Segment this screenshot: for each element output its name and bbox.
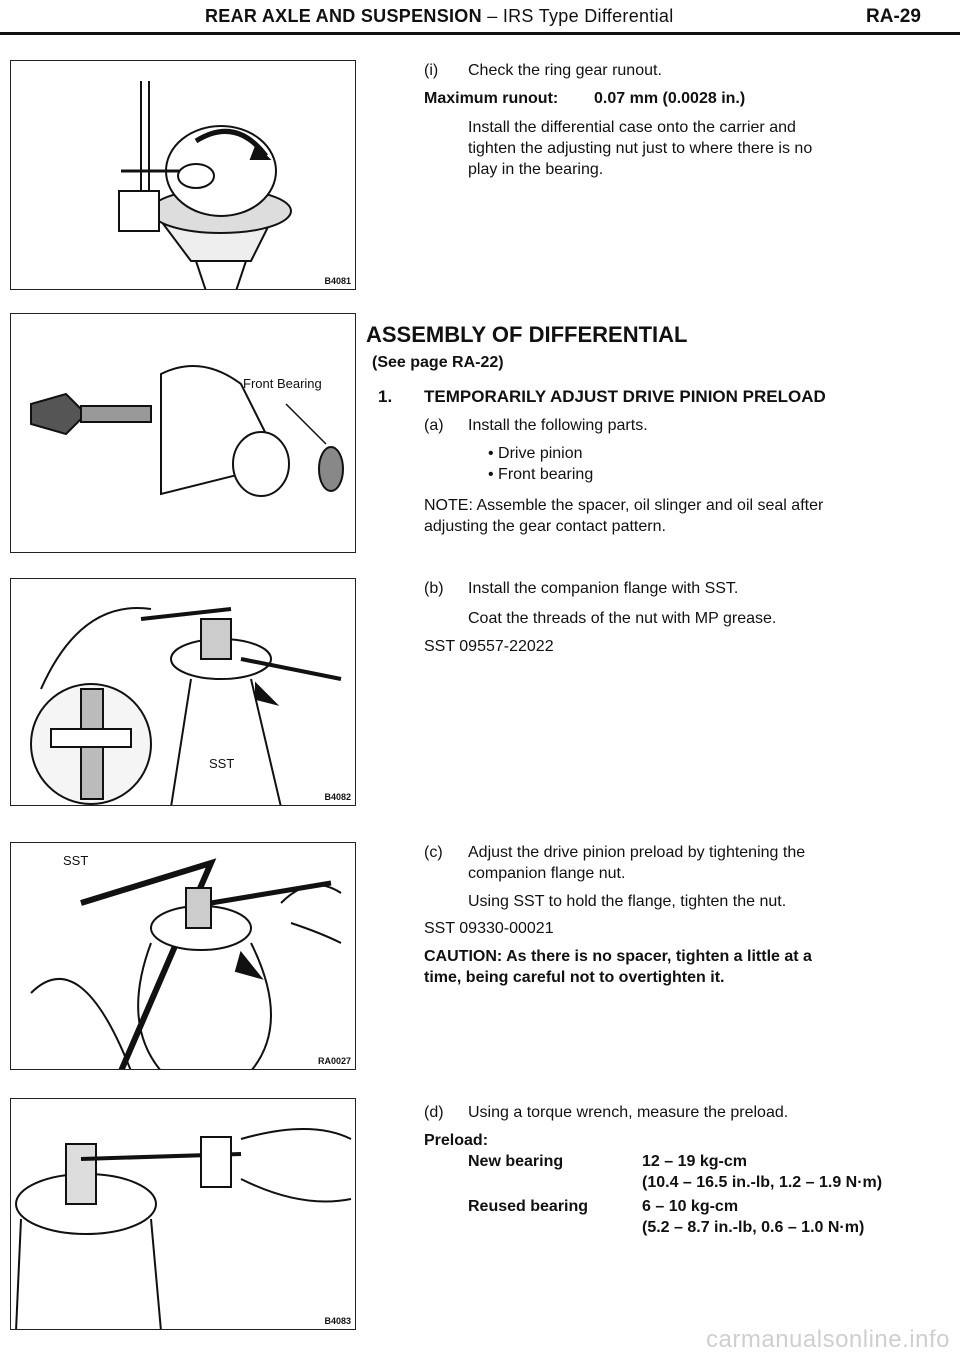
step-c-text-1: Adjust the drive pinion preload by tightening the [468, 844, 806, 861]
step-d-text: Using a torque wrench, measure the preload. [468, 1104, 789, 1121]
step-d-marker: (d) [424, 1104, 444, 1121]
new-bearing-value: 12 – 19 kg-cm [642, 1153, 747, 1170]
step-i-body-2: tighten the adjusting nut just to where there is no [468, 140, 813, 157]
step-c-body: Using SST to hold the flange, tighten the nut. [468, 893, 787, 910]
figure-torque-wrench [10, 1098, 356, 1330]
max-runout-label: Maximum runout: [424, 90, 559, 107]
preload-adjust-illustration [11, 843, 356, 1070]
reused-bearing-label: Reused bearing [468, 1198, 589, 1215]
step-i-marker: (i) [424, 62, 439, 79]
new-bearing-value-alt: (10.4 – 16.5 in.-lb, 1.2 – 1.9 N·m) [642, 1174, 883, 1191]
step-a-marker: (a) [424, 417, 444, 434]
step-c-text-2: companion flange nut. [468, 865, 626, 882]
bullet-drive-pinion: • Drive pinion [488, 445, 583, 462]
note-line-1: NOTE: Assemble the spacer, oil slinger and oil seal after [424, 497, 824, 514]
front-bearing-label: Front Bearing [243, 376, 322, 391]
bullet-text: Front bearing [498, 466, 594, 483]
step-c-sst: SST 09330-00021 [424, 920, 554, 937]
flange-sst-illustration [11, 579, 356, 806]
page-number: RA-29 [866, 6, 921, 27]
bullet-front-bearing: • Front bearing [488, 466, 594, 483]
page-header-title [205, 6, 674, 27]
figure-front-bearing [10, 313, 356, 553]
step-i-body-1: Install the differential case onto the carrier and [468, 119, 796, 136]
reused-bearing-value-alt: (5.2 – 8.7 in.-lb, 0.6 – 1.0 N·m) [642, 1219, 865, 1236]
step-i-body-3: play in the bearing. [468, 161, 604, 178]
figure-code: B4082 [324, 792, 351, 802]
reused-bearing-value: 6 – 10 kg-cm [642, 1198, 739, 1215]
bullet-text: Drive pinion [498, 445, 583, 462]
watermark: carmanualsonline.info [706, 1326, 950, 1353]
note-line-2: adjusting the gear contact pattern. [424, 518, 666, 535]
torque-wrench-illustration [11, 1099, 356, 1330]
figure-ring-gear-runout [10, 60, 356, 290]
preload-label: Preload: [424, 1132, 489, 1149]
step-1-title: TEMPORARILY ADJUST DRIVE PINION PRELOAD [424, 387, 826, 406]
figure-companion-flange [10, 578, 356, 806]
max-runout-value: 0.07 mm (0.0028 in.) [594, 90, 746, 107]
figure-code: B4081 [324, 276, 351, 286]
figure-code: B4083 [324, 1316, 351, 1326]
step-a-text: Install the following parts. [468, 417, 648, 434]
figure-code: RA0027 [317, 1056, 351, 1066]
ring-gear-illustration [11, 61, 356, 290]
sst-label: SST [209, 756, 235, 771]
section-title: ASSEMBLY OF DIFFERENTIAL [366, 322, 688, 347]
step-b-body: Coat the threads of the nut with MP grease. [468, 610, 777, 627]
sst-label: SST [63, 853, 89, 868]
caution-line-2: time, being careful not to overtighten it. [424, 969, 725, 986]
header-title-bold: REAR AXLE AND SUSPENSION [205, 6, 482, 26]
new-bearing-label: New bearing [468, 1153, 564, 1170]
header-title-rest: – IRS Type Differential [481, 6, 674, 26]
caution-line-1: CAUTION: As there is no spacer, tighten a little at a [424, 948, 812, 965]
figure-adjust-preload [10, 842, 356, 1070]
step-c-marker: (c) [424, 844, 443, 861]
step-b-marker: (b) [424, 580, 444, 597]
step-b-text: Install the companion flange with SST. [468, 580, 739, 597]
step-1-number: 1. [378, 387, 393, 406]
section-page-ref: (See page RA-22) [372, 354, 504, 371]
header-rule [0, 32, 960, 35]
pinion-bearing-illustration [11, 314, 356, 553]
step-i-text: Check the ring gear runout. [468, 62, 662, 79]
step-b-sst: SST 09557-22022 [424, 638, 554, 655]
